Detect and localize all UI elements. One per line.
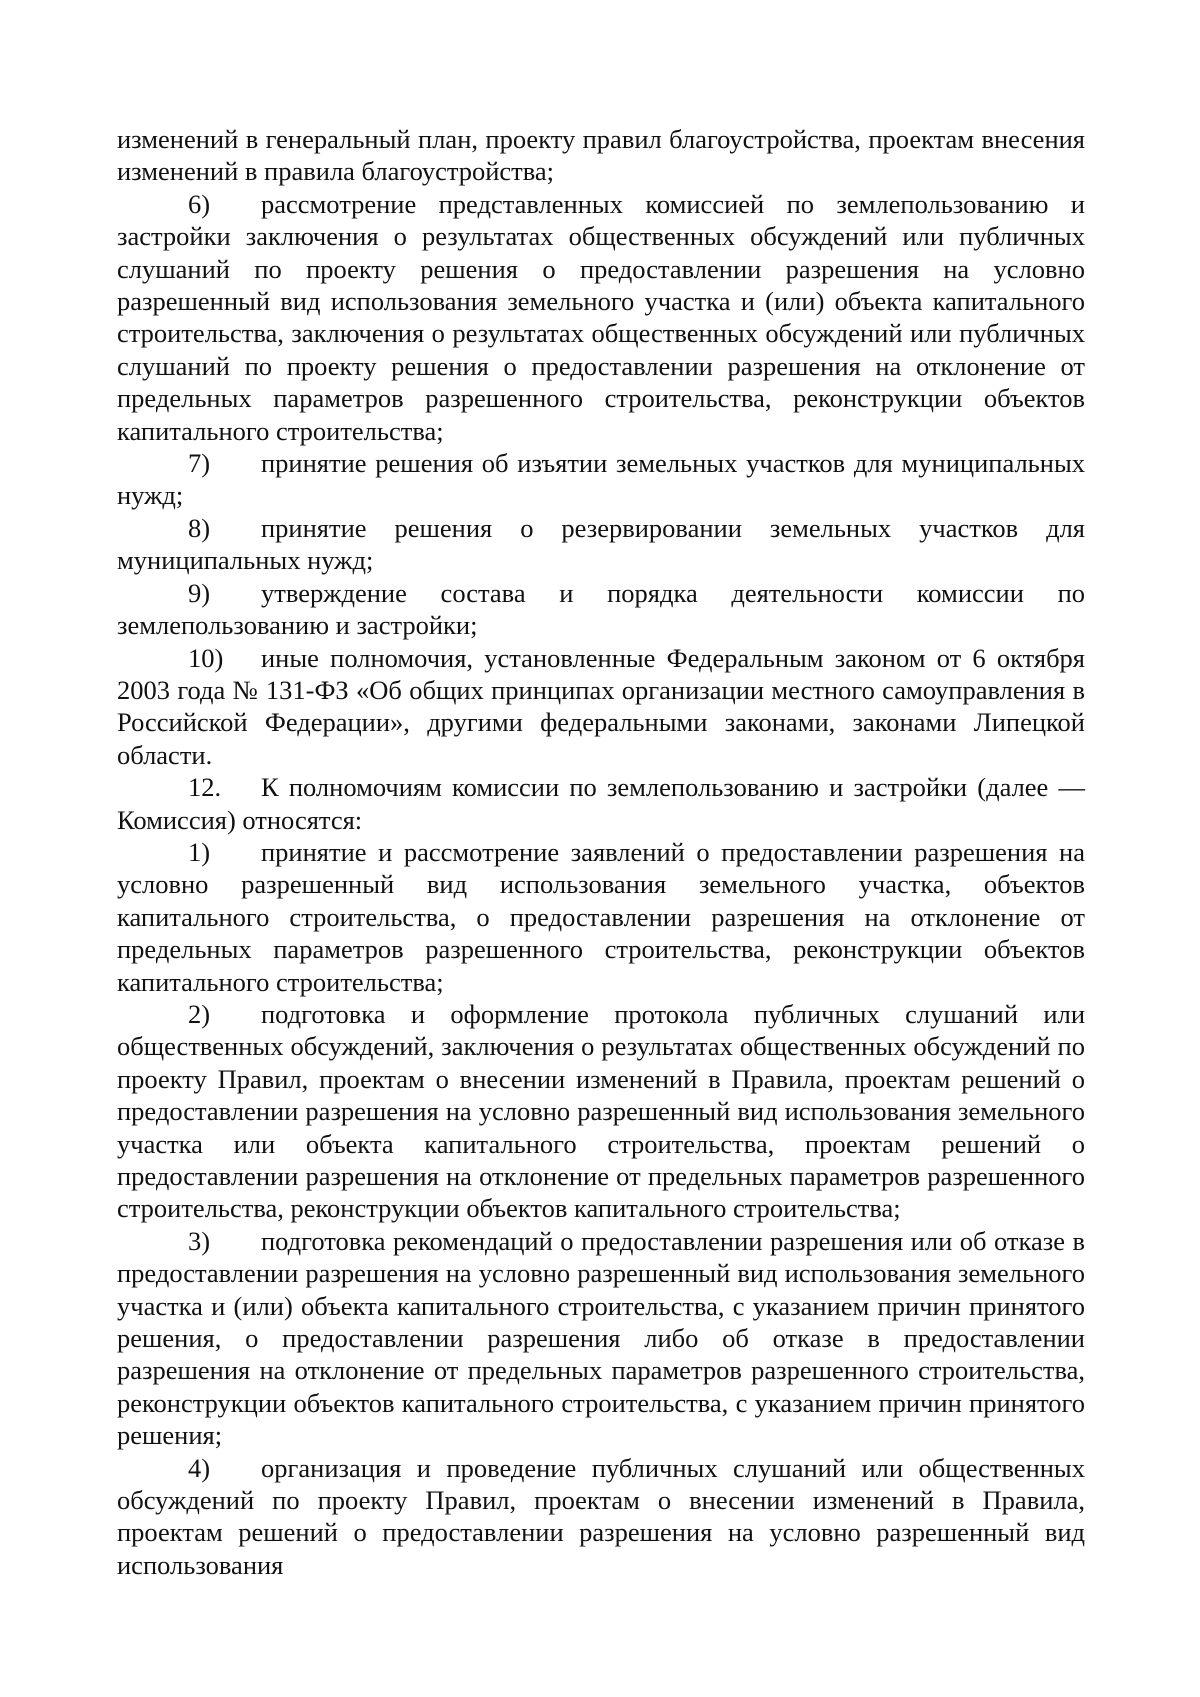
list-item	[117, 1225, 1085, 1452]
item-text: иные полномочия, установленные Федеральным законом от 6 октября 2003 года № 131-ФЗ «Об общих принципах организации местного самоуправления в Российской Федерации», другими федеральными законами, законами Липецкой области.	[117, 642, 1085, 770]
item-text: принятие и рассмотрение заявлений о предоставлении разрешения на условно разрешенный вид использования земельного участка, объектов капитального строительства, о предоставлении разрешения на отклонение от предельных параметров разрешенного строительства, реконструкции объектов капитального строительства;	[117, 836, 1085, 997]
item-text: подготовка рекомендаций о предоставлении разрешения или об отказе в предоставлении разрешения на условно разрешенный вид использования земельного участка и (или) объекта капитального строительства, с указанием причин принятого решения, о предоставлении разрешения либо об отказе в предоставлении разрешения на отклонение от предельных параметров разрешенного строительства, реконструкции объектов капитального строительства, с указанием причин принятого решения;	[117, 1225, 1085, 1451]
list-item	[117, 577, 1085, 642]
list-item	[117, 188, 1085, 447]
list-item	[117, 1452, 1085, 1582]
item-text: организация и проведение публичных слушаний или общественных обсуждений по проекту Правил, проектам о внесении изменений в Правила, проектам решений о предоставлении разрешения на условно разрешенный вид использования	[117, 1452, 1085, 1580]
item-number: 1)	[188, 836, 211, 867]
list-item	[117, 998, 1085, 1225]
list-item	[117, 642, 1085, 772]
item-text: утверждение состава и порядка деятельности комиссии по землепользованию и застройки;	[117, 577, 1085, 641]
item-number: 2)	[188, 998, 211, 1029]
item-number: 10)	[188, 642, 224, 673]
item-number: 8)	[188, 512, 211, 543]
item-text: подготовка и оформление протокола публичных слушаний или общественных обсуждений, заключения о результатах общественных обсуждений по проекту Правил, проектам о внесении изменений в Правила, проектам решений о предоставлении разрешения на условно разрешенный вид использования земельного участка или объекта капитального строительства, проектам решений о предоставлении разрешения на отклонение от предельных параметров разрешенного строительства, реконструкции объектов капитального строительства;	[117, 998, 1085, 1224]
item-number: 9)	[188, 577, 211, 608]
list-item	[117, 512, 1085, 577]
section-number: 12.	[188, 772, 222, 803]
list-item	[117, 447, 1085, 512]
item-text: принятие решения об изъятии земельных участков для муниципальных нужд;	[117, 448, 1085, 511]
list-item	[117, 836, 1085, 998]
section-text: К полномочиям комиссии по землепользованию и застройки (далее — Комиссия) относятся:	[117, 772, 1085, 835]
document-page	[117, 123, 1085, 1581]
item-text: принятие решения о резервировании земельных участков для муниципальных нужд;	[117, 512, 1085, 576]
item-text: рассмотрение представленных комиссией по землепользованию и застройки заключения о результатах общественных обсуждений или публичных слушаний по проекту решения о предоставлении разрешения на условно разрешенный вид использования земельного участка и (или) объекта капитального строительства, заключения о результатах общественных обсуждений или публичных слушаний по проекту решения о предоставлении разрешения на отклонение от предельных параметров разрешенного строительства, реконструкции объектов капитального строительства;	[117, 188, 1085, 446]
item-number: 7)	[188, 448, 211, 479]
item-number: 6)	[188, 188, 211, 219]
item-number: 3)	[188, 1225, 211, 1256]
section-12-heading	[117, 771, 1085, 836]
continuation-paragraph: изменений в генеральный план, проекту правил благоустройства, проектам внесения изменений в правила благоустройства;	[117, 124, 1085, 187]
item-number: 4)	[188, 1452, 211, 1483]
